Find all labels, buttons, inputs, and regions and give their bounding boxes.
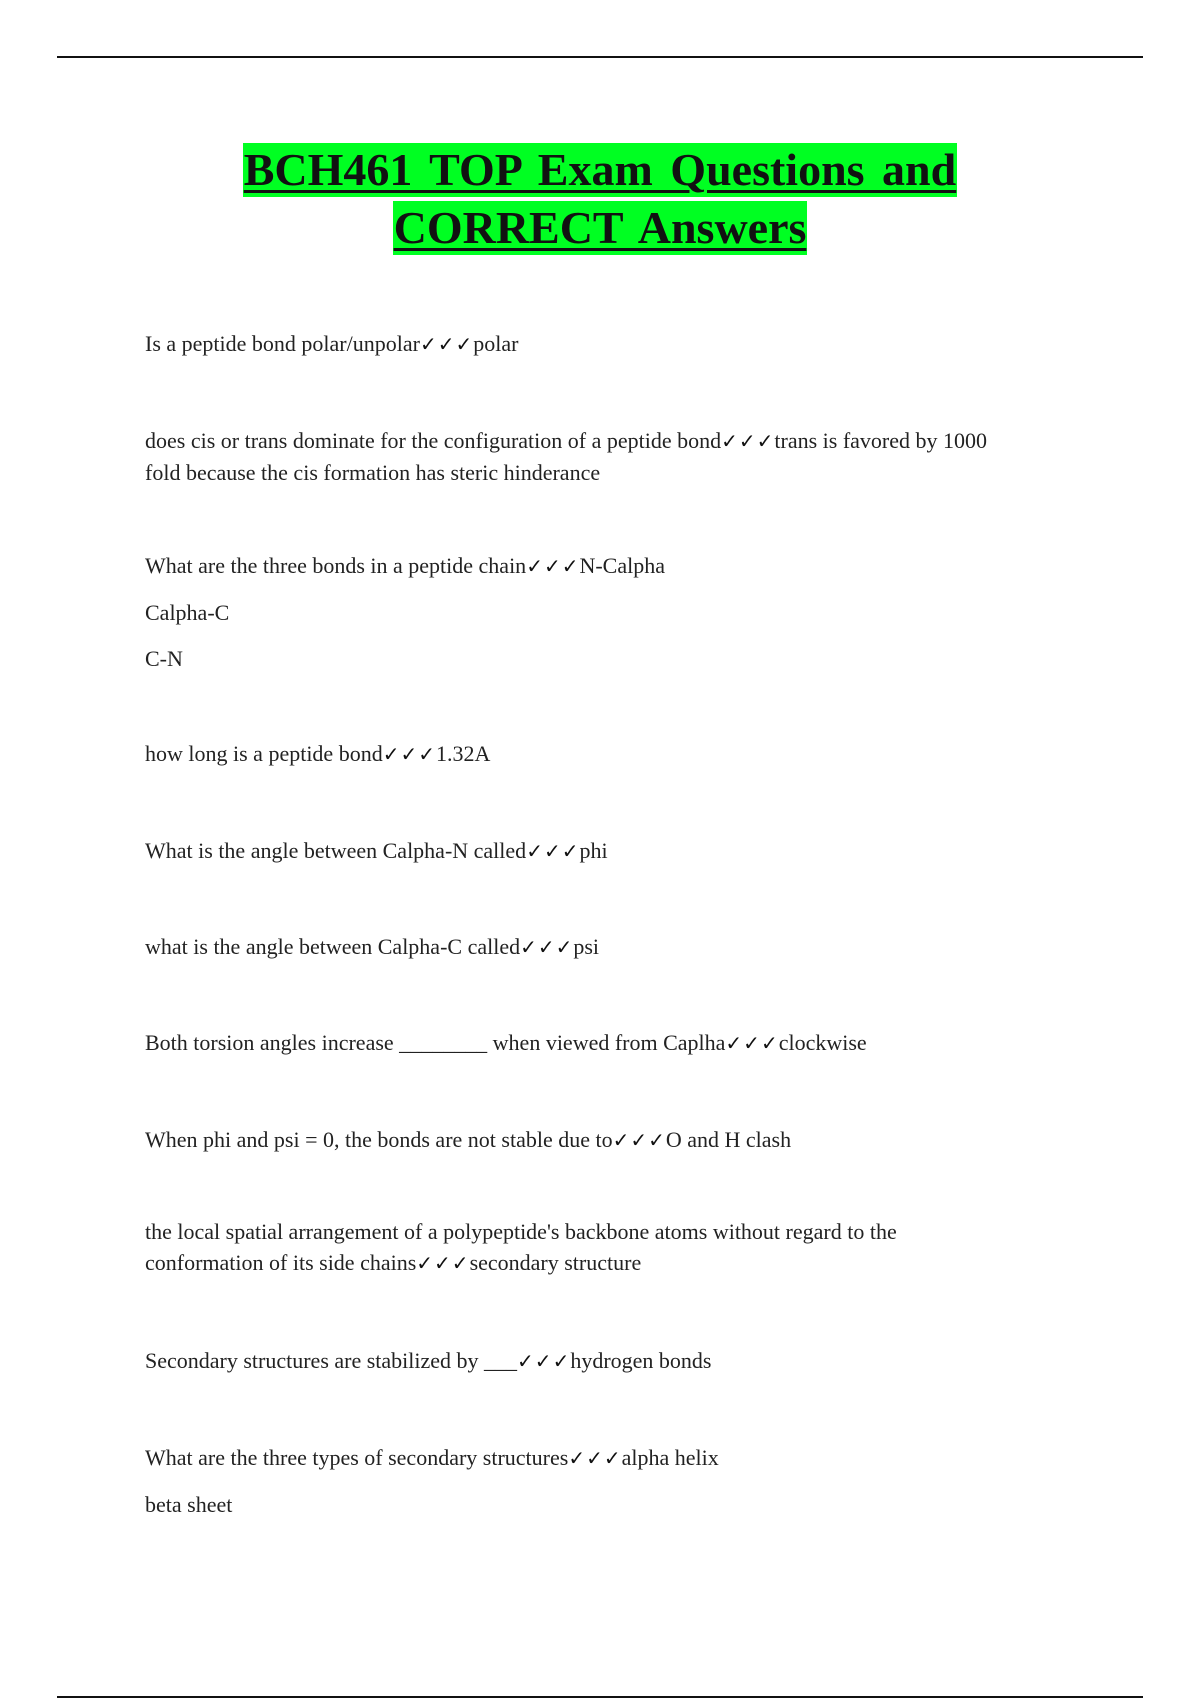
qa-item	[145, 328, 1045, 360]
top-rule	[57, 56, 1143, 58]
check-marks-icon: ✓✓✓	[526, 839, 580, 863]
answer-text: phi	[579, 838, 608, 863]
answer-extra-line: C-N	[145, 646, 183, 671]
document-title	[0, 143, 1200, 255]
check-marks-icon: ✓✓✓	[520, 935, 574, 959]
answer-text: 1.32A	[435, 741, 491, 766]
title-line-2: CORRECT Answers	[393, 202, 807, 253]
question-text: What is the angle between Calpha-N called	[145, 838, 527, 863]
answer-text: N-Calpha	[579, 553, 665, 578]
question-text: what is the angle between Calpha-C called	[145, 934, 521, 959]
bottom-rule	[57, 1696, 1143, 1698]
answer-text: O and H clash	[665, 1127, 792, 1152]
qa-item	[145, 1442, 1045, 1520]
question-text: What are the three bonds in a peptide chain	[145, 553, 527, 578]
qa-item	[145, 550, 1045, 674]
qa-item	[145, 1027, 1045, 1059]
qa-item	[145, 1345, 1045, 1377]
qa-item	[145, 425, 1025, 488]
title-line-1: BCH461 TOP Exam Questions and	[243, 144, 957, 195]
answer-extra-line: beta sheet	[145, 1492, 233, 1517]
answer-text: hydrogen bonds	[570, 1348, 712, 1373]
check-marks-icon: ✓✓✓	[526, 554, 580, 578]
answer-extra-line: Calpha-C	[145, 600, 230, 625]
question-text: Both torsion angles increase ________ when viewed from Caplha	[145, 1030, 726, 1055]
question-text: What are the three types of secondary structures	[145, 1445, 569, 1470]
check-marks-icon: ✓✓✓	[725, 1031, 779, 1055]
check-marks-icon: ✓✓✓	[419, 332, 474, 356]
answer-text: alpha helix	[621, 1445, 719, 1470]
answer-text: clockwise	[778, 1030, 867, 1055]
qa-item	[145, 1216, 995, 1279]
qa-item	[145, 738, 1045, 770]
qa-item	[145, 931, 1045, 963]
check-marks-icon: ✓✓✓	[382, 742, 436, 766]
answer-text: trans is favored by 1000 fold because the cis formation has steric hinderance	[145, 428, 988, 485]
question-text: the local spatial arrangement of a polypeptide's backbone atoms without regard to the conformation of its side chains	[145, 1219, 897, 1275]
question-text: Is a peptide bond polar/unpolar	[145, 331, 420, 356]
question-text: When phi and psi = 0, the bonds are not stable due to	[145, 1127, 613, 1152]
qa-item	[145, 1124, 1045, 1156]
check-marks-icon: ✓✓✓	[517, 1349, 571, 1373]
check-marks-icon: ✓✓✓	[416, 1251, 470, 1275]
check-marks-icon: ✓✓✓	[721, 429, 775, 453]
question-text: Secondary structures are stabilized by ___	[145, 1348, 518, 1373]
qa-item	[145, 835, 1045, 867]
question-text: does cis or trans dominate for the configuration of a peptide bond	[145, 428, 722, 453]
check-marks-icon: ✓✓✓	[612, 1128, 666, 1152]
check-marks-icon: ✓✓✓	[568, 1446, 622, 1470]
answer-text: polar	[473, 331, 519, 356]
answer-text: psi	[573, 934, 600, 959]
answer-text: secondary structure	[469, 1250, 642, 1275]
question-text: how long is a peptide bond	[145, 741, 383, 766]
